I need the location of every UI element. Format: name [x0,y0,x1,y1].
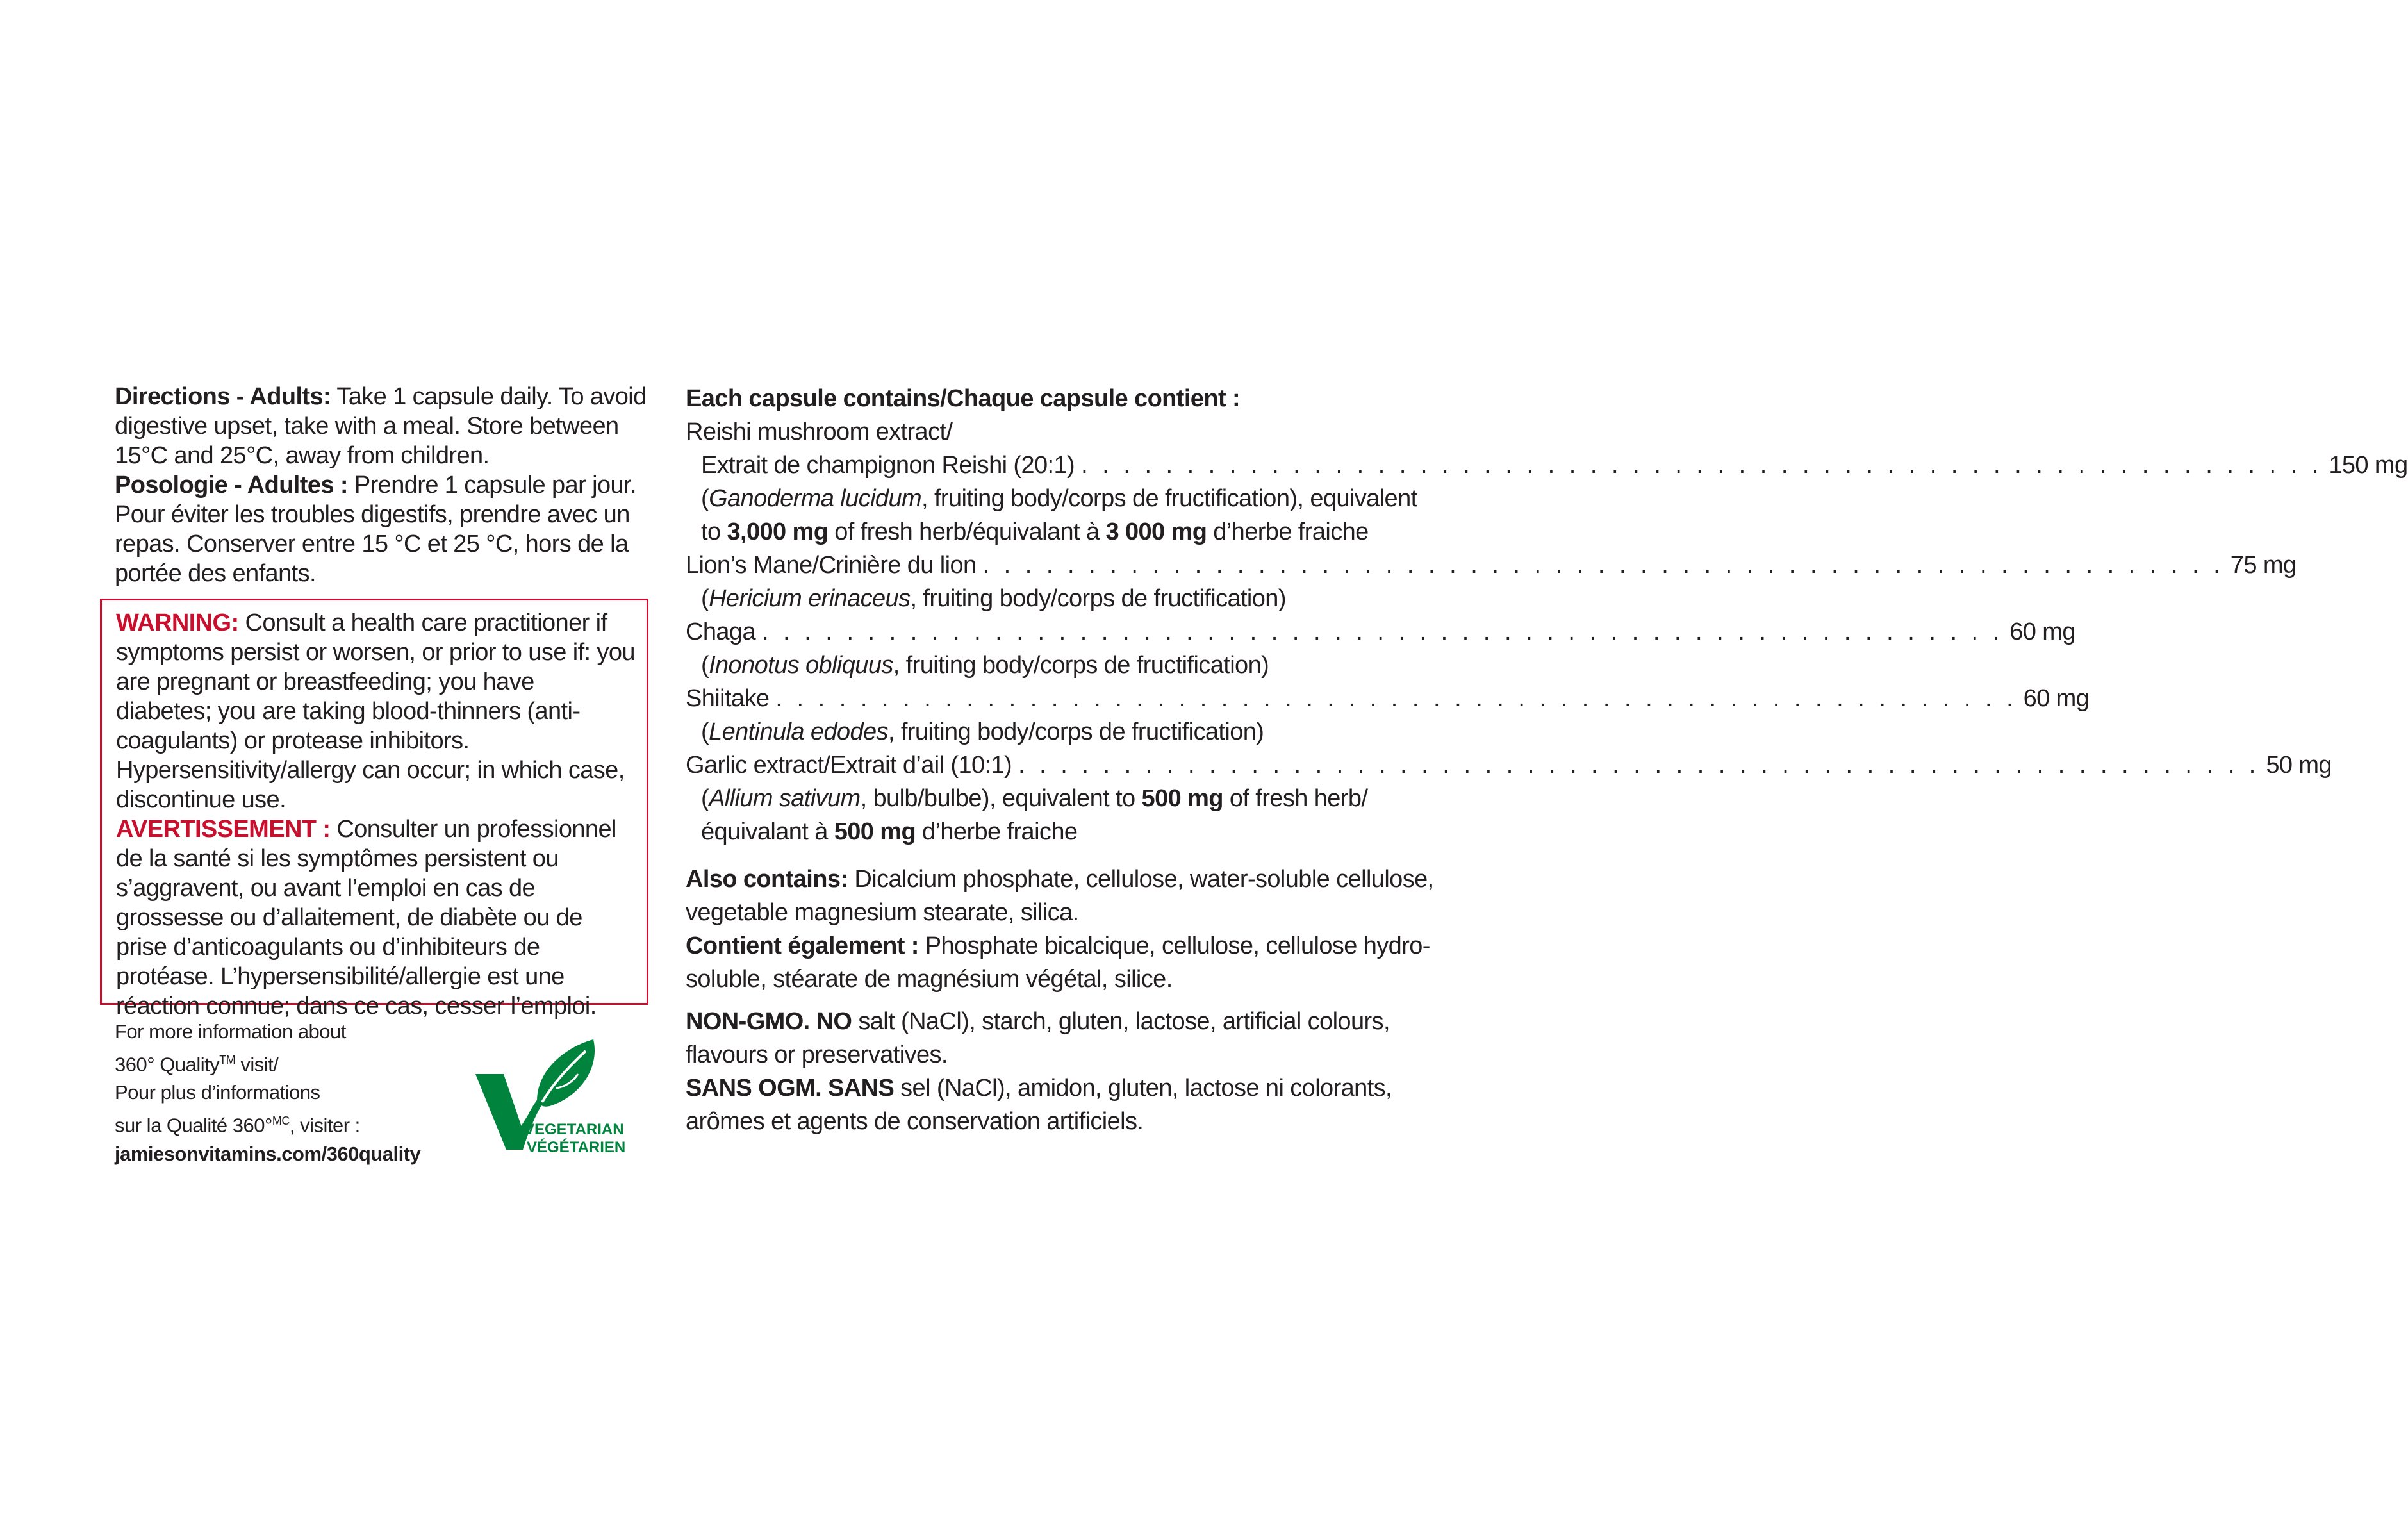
garlic-amount: 50 mg [2266,752,2332,779]
reishi-eq-c: of fresh herb/équivalant à [828,518,1106,545]
directions-en-label: Directions - Adults: [115,383,331,410]
lions-mane-source: (Hericium erinaceus, fruiting body/corps de fructification) [701,585,1286,612]
lions-mane-row [686,549,2297,582]
reishi-name-2: Extrait de champignon Reishi (20:1) [701,452,1075,479]
free-from-en [686,1005,1455,1071]
warning-en [116,608,635,814]
garlic-eq-c: d’herbe fraiche [916,818,1078,845]
reishi-name-1: Reishi mushroom extract/ [686,418,953,445]
free-from-en-label: NON-GMO. NO [686,1008,852,1035]
lions-mane-name: Lion’s Mane/Crinière du lion [686,552,977,579]
lions-mane-latin: Hericium erinaceus [709,585,911,612]
chaga-latin: Inonotus obliquus [709,652,893,679]
ingredients-heading: Each capsule contains/Chaque capsule contient : [686,385,1241,412]
chaga-desc: , fruiting body/corps de fructification) [893,652,1269,679]
shiitake-amount: 60 mg [2023,685,2090,712]
lions-mane-desc: , fruiting body/corps de fructification) [910,585,1286,612]
also-contains-en-text: Dicalcium phosphate, cellulose, water-soluble cellulose, vegetable magnesium stearate, silica. [686,866,1434,926]
vegetarian-badge [473,1034,627,1162]
garlic-desc-b: 500 mg [1141,785,1223,812]
also-contains-fr [686,929,1455,996]
reishi-eq-e: d’herbe fraiche [1207,518,1369,545]
shiitake-name: Shiitake [686,685,770,712]
directions-section [115,382,653,588]
leader-dots: . . . . . . . . . . . . . . . . . . . . . . . . . . . . . . . . . . . . . . . . . . . . . . . . . . . . . . . . . . . [1081,452,2323,479]
warning-fr [116,814,635,1021]
directions-en-text: Take 1 capsule daily. To avoid digestive upset, take with a meal. Store between 15°C and 25°C, away from children. [115,383,647,469]
chaga-amount: 60 mg [2009,618,2075,645]
info-line-2-a: 360° Quality [115,1053,220,1076]
shiitake-latin: Lentinula edodes [709,718,888,745]
reishi-eq-d: 3 000 mg [1105,518,1207,545]
free-from-fr [686,1071,1455,1138]
garlic-name: Garlic extract/Extrait d’ail (10:1) [686,752,1012,779]
info-line-1: For more information about [115,1020,346,1043]
directions-fr-text: Prendre 1 capsule par jour. Pour éviter les troubles digestifs, prendre avec un repas. Conserver entre 15 °C et 25 °C, hors de la portée des enfants. [115,472,636,587]
reishi-latin: Ganoderma lucidum [709,485,922,512]
spacer [686,848,1455,863]
also-contains-fr-label: Contient également : [686,932,919,959]
leader-dots: . . . . . . . . . . . . . . . . . . . . . . . . . . . . . . . . . . . . . . . . . . . . . . . . . . . . . . . . . . . [1018,752,2260,779]
trademark-sup: TM [219,1054,236,1066]
directions-en [115,382,653,470]
garlic-equivalent [686,815,1455,848]
free-from-fr-label: SANS OGM. SANS [686,1075,895,1102]
directions-fr [115,470,653,588]
ingredients-section [686,382,2408,1138]
reishi-row [686,449,2408,482]
spacer [686,996,1455,1005]
garlic-eq-a: équivalant à [701,818,834,845]
warning-fr-text: Consulter un professionnel de la santé si les symptômes persistent ou s’aggravent, ou avant l’emploi en cas de grossesse ou d’allaitement, de diabète ou de prise d’anticoagulants ou d’inhibiteurs de protéase. L’hypersensibilité/allergie est une réaction connue; dans ce cas, cesser l’emploi. [116,816,616,1020]
reishi-eq-a: to [701,518,727,545]
reishi-eq-b: 3,000 mg [727,518,829,545]
free-from-en-text: salt (NaCl), starch, gluten, lactose, artificial colours, flavours or preservatives. [686,1008,1390,1068]
leader-dots: . . . . . . . . . . . . . . . . . . . . . . . . . . . . . . . . . . . . . . . . . . . . . . . . . . . . . . . . . . . [775,685,2017,712]
badge-line-1: VEGETARIAN [524,1121,624,1138]
info-line-4 [115,1107,474,1139]
directions-fr-label: Posologie - Adultes : [115,472,348,499]
info-line-4-b: , visiter : [289,1114,360,1137]
shiitake-desc: , fruiting body/corps de fructification) [887,718,1264,745]
shiitake-source: (Lentinula edodes, fruiting body/corps de fructification) [701,718,1264,745]
garlic-eq-b: 500 mg [834,818,916,845]
garlic-desc-a: , bulb/bulbe), equivalent to [860,785,1142,812]
shiitake-row [686,682,2090,715]
warning-box [100,599,648,1020]
reishi-source: (Ganoderma lucidum, fruiting body/corps de fructification), equivalent [701,485,1417,512]
chaga-source: (Inonotus obliquus, fruiting body/corps de fructification) [701,652,1269,679]
warning-fr-label: AVERTISSEMENT : [116,816,331,843]
info-line-3: Pour plus d’informations [115,1081,320,1104]
quality-info [115,1018,474,1168]
also-contains-en-label: Also contains: [686,866,848,893]
reishi-equivalent [686,515,1455,549]
warning-en-text: Consult a health care practitioner if symptoms persist or worsen, or prior to use if: you are pregnant or breastfeeding; you have diabetes; you are taking blood-thinners (anti-coagulants) or protease inhibitors. Hypersensitivity/allergy can occur; in which case, discontinue use. [116,609,635,813]
info-line-4-a: sur la Qualité 360° [115,1114,272,1137]
quality-url[interactable]: jamiesonvitamins.com/360quality [115,1142,421,1165]
garlic-row [686,748,2332,782]
chaga-row [686,615,2075,649]
garlic-desc-c: of fresh herb/ [1223,785,1368,812]
warning-en-label: WARNING: [116,609,239,636]
info-line-2 [115,1046,474,1079]
garlic-latin: Allium sativum [709,785,861,812]
also-contains-en [686,863,1455,929]
reishi-desc: , fruiting body/corps de fructification), equivalent [921,485,1417,512]
badge-line-2: VÉGÉTARIEN [527,1139,626,1156]
lions-mane-amount: 75 mg [2230,552,2297,579]
leader-dots: . . . . . . . . . . . . . . . . . . . . . . . . . . . . . . . . . . . . . . . . . . . . . . . . . . . . . . . . . . . [761,618,2004,645]
reishi-amount: 150 mg [2329,452,2408,479]
mc-sup: MC [272,1114,290,1128]
also-contains-fr-text: Phosphate bicalcique, cellulose, cellulose hydro-soluble, stéarate de magnésium végétal, silice. [686,932,1430,993]
vegetarian-leaf-v-icon [473,1034,627,1162]
leader-dots: . . . . . . . . . . . . . . . . . . . . . . . . . . . . . . . . . . . . . . . . . . . . . . . . . . . . . . . . . . . [982,552,2224,579]
chaga-name: Chaga [686,618,755,645]
info-line-2-b: visit/ [235,1053,279,1076]
garlic-source: (Allium sativum, bulb/bulbe), equivalent to 500 mg of fresh herb/ [701,785,1368,812]
free-from-fr-text: sel (NaCl), amidon, gluten, lactose ni colorants, arômes et agents de conservation artificiels. [686,1075,1392,1135]
